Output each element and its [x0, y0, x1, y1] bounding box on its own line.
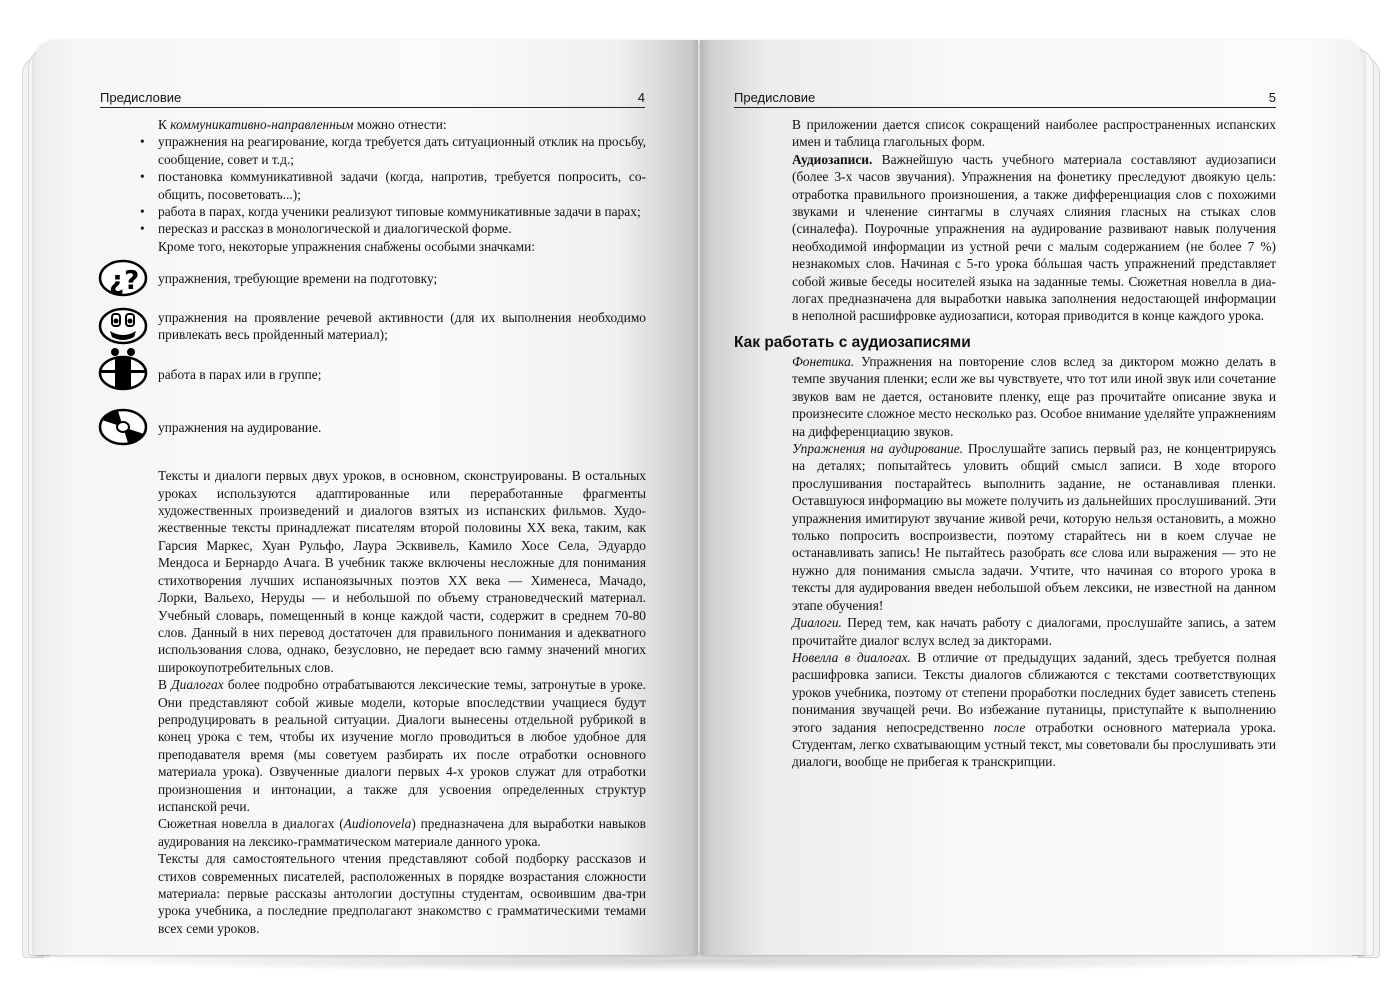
italic-run: Упражнения на аудирование.	[792, 441, 963, 457]
list-item: • пересказ и рассказ в монологической и диалогической форме.	[140, 220, 646, 237]
left-running-head	[100, 90, 645, 108]
running-head-title: Предисловие	[100, 90, 182, 105]
text-run: слова или выражения — это не нужно для понимания смысла задачи. Учтите, что начиная со второго урока в тексты для аудирования введен небольшой объем лексики, не известной на данном этапе обучения!	[792, 545, 1276, 613]
symbol-label: упражнения на аудирование.	[158, 419, 322, 435]
italic-run: Audionovela	[343, 816, 412, 832]
intro-italic: коммуникативно-направленным	[170, 117, 354, 132]
pair-work-icon	[98, 347, 148, 391]
italic-run: Диалоги.	[792, 615, 842, 631]
page-number: 5	[1268, 90, 1276, 105]
text-run: Упражнения на повторение слов вслед за диктором можно делать в темпе звучания пленки; если же вы чувствуете, что тот или иной звук или сочетание звуков вам не дается, остановите пленку, еще раз прочитайте описание звука и произнесите сложное место несколько раз. Особое внимание уделяйте упражнениям на дифференциацию звуков.	[792, 354, 1276, 439]
page-number: 4	[637, 90, 645, 105]
paragraph-appendix: В приложении дается список сокращений наиболее распространенных испанских имен и таблица глагольных форм.	[792, 117, 1276, 150]
italic-run: Новелла в диалогах.	[792, 649, 911, 665]
intro-prefix: К	[158, 117, 171, 132]
audio-disc-icon	[98, 408, 148, 446]
paragraph-listening	[792, 440, 1276, 614]
intro-line	[158, 116, 646, 133]
symbol-row	[109, 255, 646, 301]
right-body-text-bottom	[792, 353, 1276, 771]
running-head-title: Предисловие	[734, 90, 816, 105]
italic-run: все	[1069, 545, 1088, 561]
symbol-label: упражнения на проявление речевой активности (для их выполнения необходимо привлекать весь пройденный материал);	[158, 309, 646, 343]
symbols-intro: Кроме того, некоторые упражнения снабжены особыми значками:	[158, 238, 535, 254]
text-run: В	[158, 677, 172, 693]
italic-run: Диалогах	[171, 677, 224, 693]
right-running-head	[734, 90, 1276, 108]
symbol-label: упражнения, требующие времени на подготовку;	[158, 270, 438, 286]
text-run: ) предназначена для выработки навыков аудирования на лексико-грамматическом материале данного урока.	[158, 816, 646, 849]
text-run: Прослушайте запись первый раз, не концентрируясь на деталях; попытайтесь уловить общий смысл записи. В ходе второго прослушивания постарайтесь выполнить задание, не останавливая пленки. Оставшуюся информацию вы можете получить из дальнейших прослушиваний. Эти упражнения имитируют звучание живой речи, которую нельзя остановить, а можно только попросить воспроизвести, поэтому старайтесь ни в коем случае не останавливать запись! Не пытайтесь разобрать	[792, 441, 1276, 561]
talking-face-icon	[98, 307, 148, 345]
text-run: В отличие от предыдущих заданий, здесь требуется полная расшифровка записи. Тексты диалогов сближаются с текстами соответствующих уроков учебника, поэтому от степени проработки последних будет зависеть степень понимания звучащей речи. Во избежание путаницы, приступайте к выполнению этого задания непосредственно	[792, 649, 1276, 735]
left-body-text	[109, 116, 646, 937]
paragraph-phonetics	[792, 353, 1276, 440]
paragraph-novela	[158, 815, 646, 850]
symbol-row	[158, 351, 646, 397]
svg-text:¿?: ¿?	[109, 266, 140, 297]
paragraph-reading: Тексты для самостоятельного чтения представляют собой подборку рассказов и стихов современных писателей, расположенных в порядке возрастания сложности материала: первые рассказы антологии доступны студентам, освоившим два-три урока учебника, а последние предполагают знакомство с грамматическими темами всех семи уроков.	[158, 851, 646, 936]
list-item: • постановка коммуникативной задачи (когда, напротив, требуется попросить, сообщить, посоветовать...);	[140, 168, 646, 203]
paragraph-gap	[158, 455, 646, 467]
intro-suffix: можно отнести:	[353, 117, 447, 132]
list-item: • упражнения на реагирование, когда требуется дать ситуационный отклик на просьбу, сообщение, совет и т.д.;	[140, 133, 646, 168]
text-run: отработки основного материала урока. Студентам, легко схватывающим устный текст, мы советовали бы прослушивать эти диалоги, вообще не прибегая к транскрипции.	[792, 719, 1277, 770]
italic-run: Фонетика.	[792, 354, 855, 369]
italic-run: после	[993, 719, 1026, 735]
bold-run: Аудиозаписи.	[792, 151, 873, 167]
bullet-list	[158, 133, 646, 237]
paragraph-audio	[792, 151, 1276, 325]
text-run: Сюжетная новелла в диалогах (	[158, 816, 344, 832]
paragraph-texts: Тексты и диалоги первых двух уроков, в основном, сконструированы. В остальных уроках используются адаптированные или переработанные фрагменты художественных произведений и диалогов взятых из испанских фильмов. Художественные тексты принадлежат писателям второй половины XX века, таким, как Гарсия Маркес, Хуан Рульфо, Лаура Эсквивель, Камило Хосе Села, Эдуардо Мендоса и Бернардо Ачага. В учебник также включены несложные для понимания стихотворения лучших испаноязычных поэтов XX века — Хименеса, Мачадо, Лорки, Вальехо, Неруды — и небольшой по объему страноведческий материал. Учебный словарь, помещенный в конце каждой части, содержит в среднем 70-80 слов. Данный в них перевод достаточен для правильного понимания и адекватного использования слова, однако, безусловно, не передает всю гамму значений многих широкоупотребительных слов.	[158, 468, 646, 675]
left-page	[34, 40, 698, 955]
list-item: • работа в парах, когда ученики реализуют типовые коммуникативные задачи в парах;	[140, 203, 646, 220]
symbol-row	[158, 303, 646, 349]
paragraph-dialogs	[792, 614, 1276, 649]
text-run: Перед тем, как начать работу с диалогами, прослушайте запись, а затем прочитайте диалог вслух вслед за дикторами.	[792, 615, 1276, 648]
right-page	[700, 40, 1364, 955]
symbol-label: работа в парах или в группе;	[158, 366, 322, 382]
section-heading: Как работать с аудиозаписями	[734, 334, 971, 351]
question-face-icon	[98, 259, 148, 297]
right-body-text-top	[792, 116, 1276, 325]
symbol-row	[158, 399, 646, 455]
paragraph-novela	[792, 649, 1276, 771]
paragraph-dialogs	[158, 676, 646, 815]
text-run: более подробно отрабатываются лексические темы, затронутые в уроке. Они представляют собой живые модели, которые впоследствии учащиеся будут репродуцировать в реальной ситуации. Диалоги вынесены отдельной рубрикой в конец урока с тем, чтобы их изучение могло проводиться в любое удобное для преподавателя время (мы советуем разбирать их после отработки основного материала урока). Озвученные диалоги первых 4-х уроков служат для отработки произношения и интонации, а также для усвоения определенных структур испанской речи.	[158, 677, 646, 814]
text-run: Важнейшую часть учебного материала составляют аудиозаписи (более 3-х часов звучания). Упражнения на фонетику преследуют двоякую цель: отработка правильного произношения, а также дифференциация слов с похожими звуками и членение синтагмы в случаях слияния гласных на стыках слов (синалефа). Поурочные упражнения на аудирование развивают навык получения необходимой информации из устной речи с малым содержанием (не более 7 %) незнакомых слов. Начиная с 5-го урока бóльшая часть упражнений представляет собой живые беседы носителей языка на заданные темы. Сюжетная новелла в диалогах предназначена для выработки навыка заполнения недостающей информации в неполной расшифровке аудиозаписи, которая приводится в конце каждого урока.	[792, 151, 1276, 324]
